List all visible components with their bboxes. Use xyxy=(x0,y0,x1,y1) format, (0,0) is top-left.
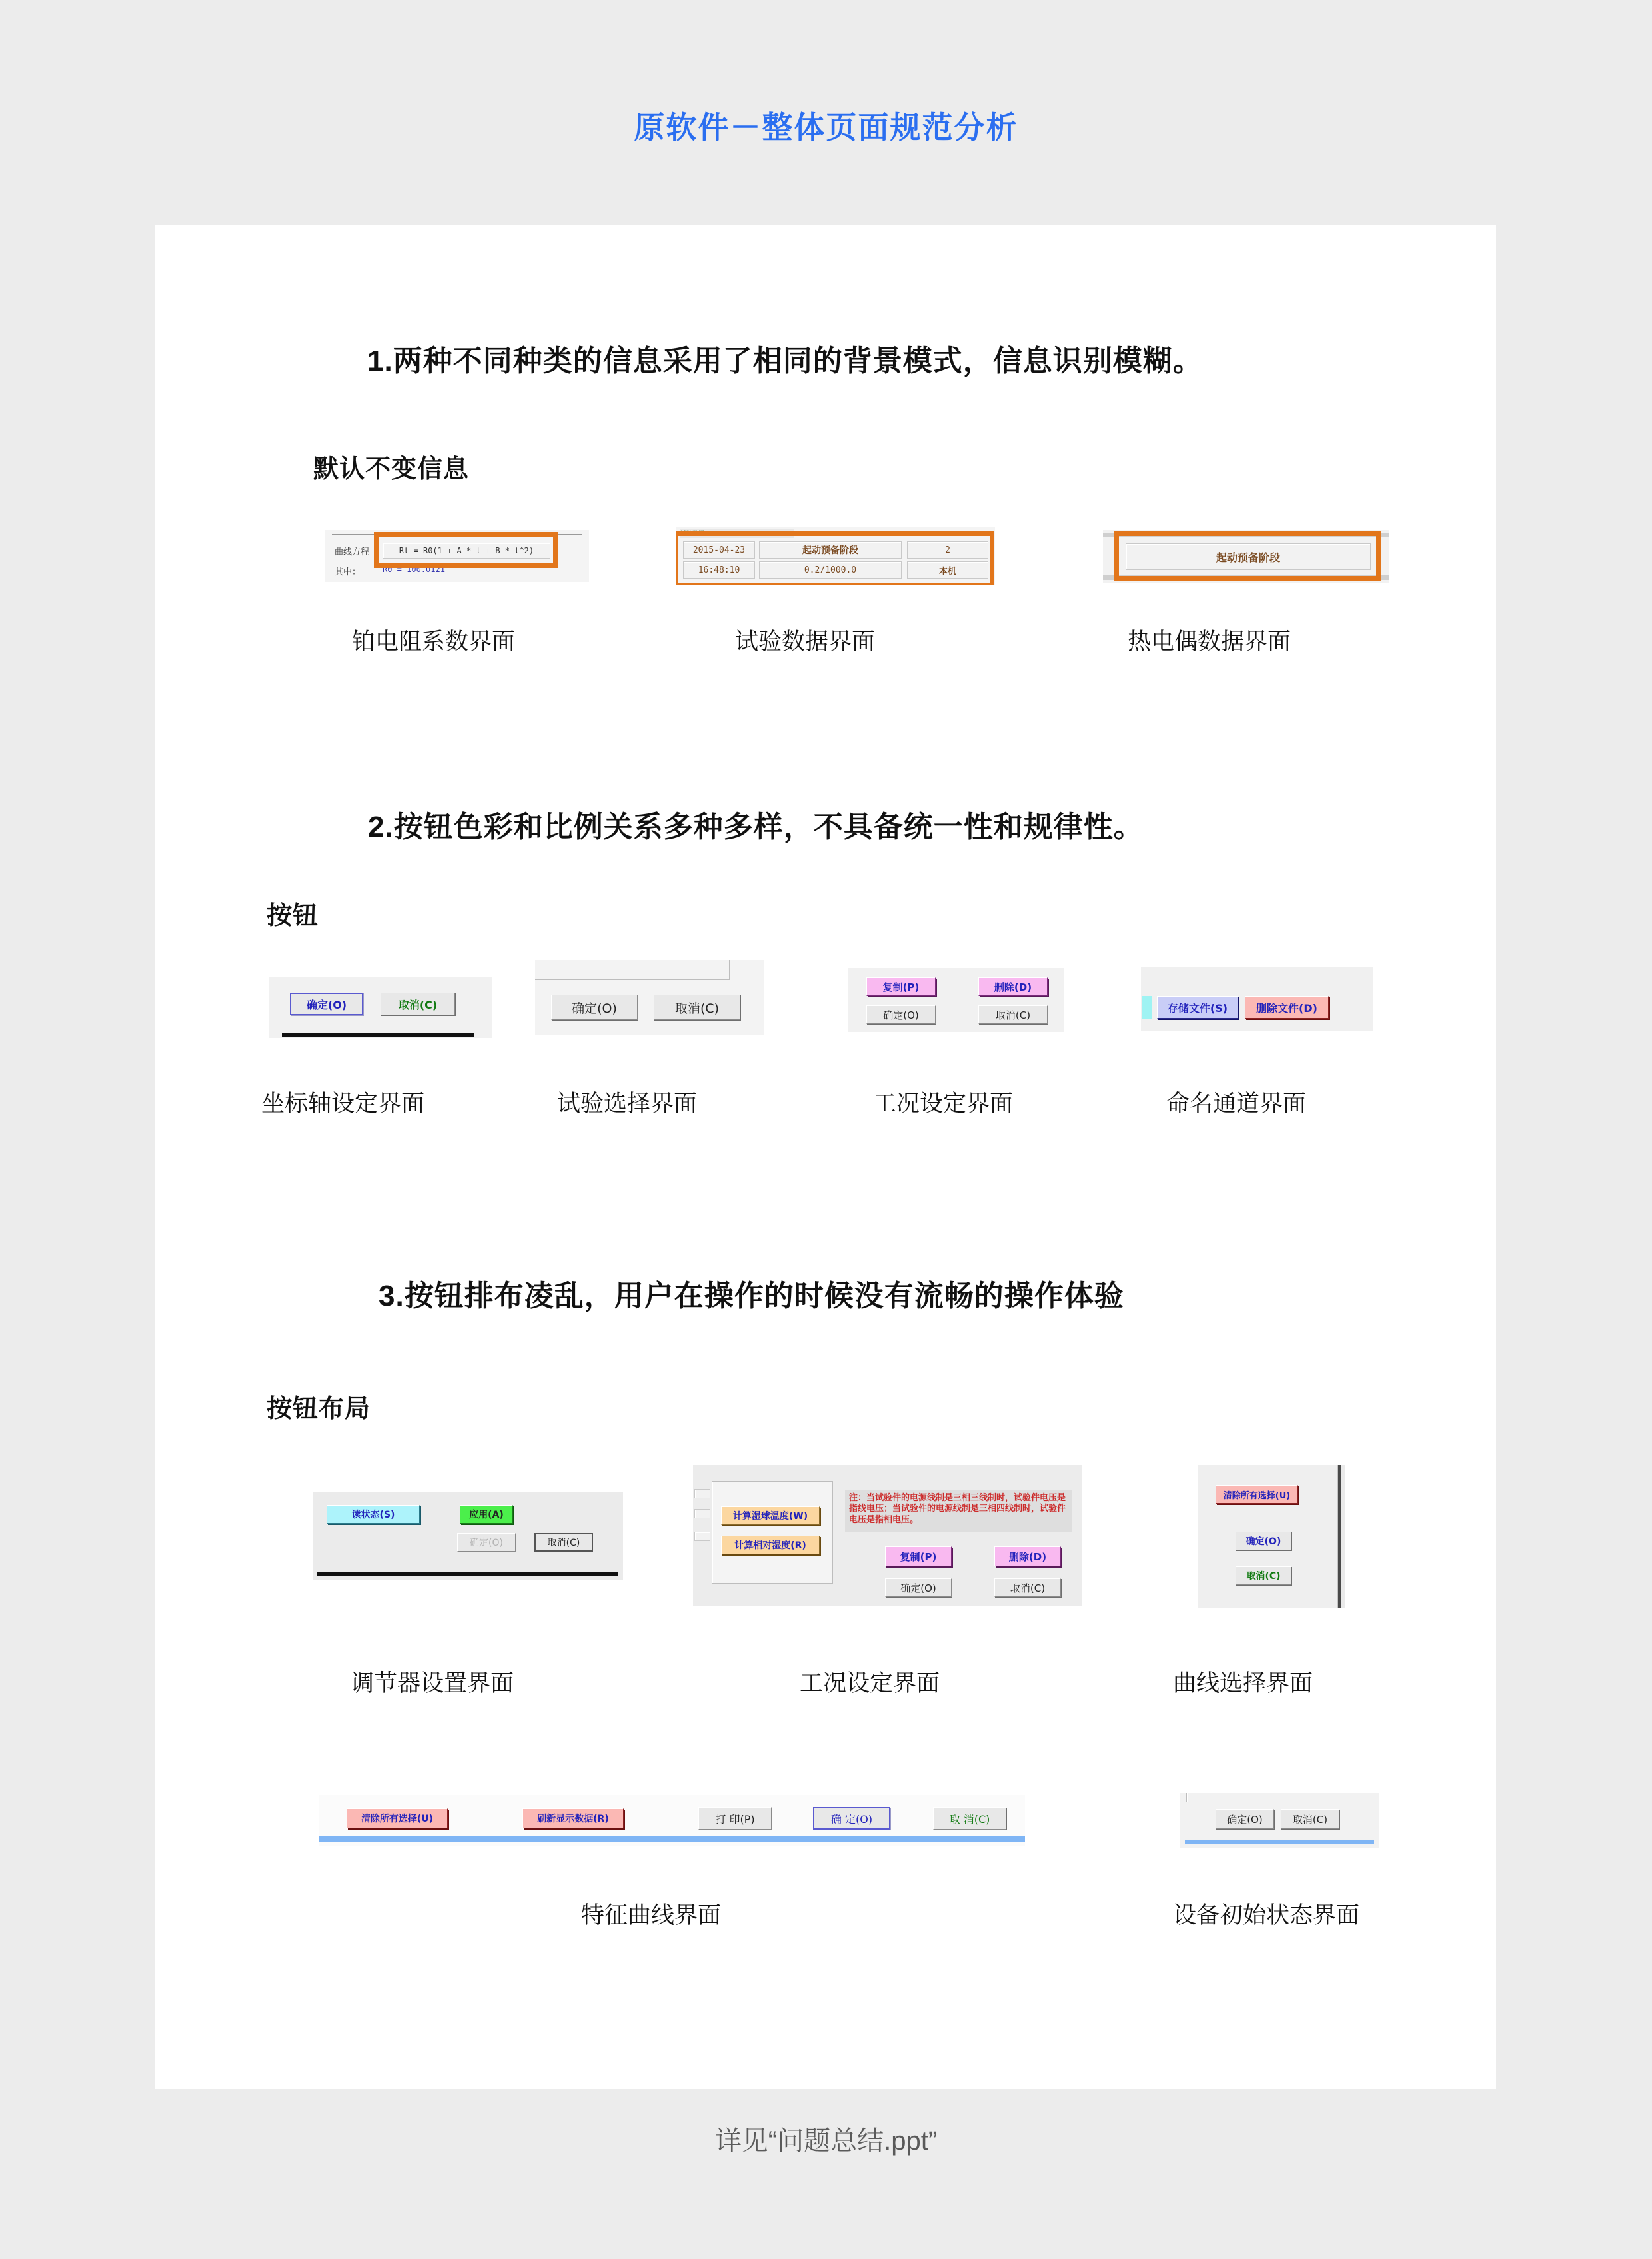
button-apply[interactable]: 应用(A) xyxy=(460,1505,513,1524)
cell-date[interactable]: 2015-04-23 xyxy=(683,541,755,559)
cell-host[interactable]: 本机 xyxy=(907,561,988,579)
cell-stage[interactable]: 起动预备阶段 xyxy=(759,541,902,559)
button-cancel-condition-2[interactable]: 取消(C) xyxy=(994,1578,1061,1597)
color-swatch-cyan xyxy=(1142,996,1152,1019)
screenshot-platinum-resistance xyxy=(325,530,589,582)
button-delete-condition-2[interactable]: 删除(D) xyxy=(994,1546,1061,1566)
button-clear-all-curve[interactable]: 清除所有选择(U) xyxy=(1216,1485,1298,1504)
button-ok-condition[interactable]: 确定(O) xyxy=(866,1005,936,1024)
field-stage-thermocouple[interactable]: 起动预备阶段 xyxy=(1126,543,1371,570)
label-curve-equation: 曲线方程 xyxy=(335,547,370,557)
button-ok-condition-2[interactable]: 确定(O) xyxy=(885,1578,952,1597)
button-clear-all-selection[interactable]: 清除所有选择(U) xyxy=(347,1808,448,1828)
button-ok-regulator[interactable]: 确定(O) xyxy=(457,1533,516,1552)
titlebar-test-data: 试验数据 F/1 F2 xyxy=(680,529,794,538)
button-cancel-condition[interactable]: 取消(C) xyxy=(978,1005,1048,1024)
note-text: 注：当试验件的电源线制是三相三线制时，试验件电压是指线电压；当试验件的电源线制是三相四线制时，试验件电压是指相电压。 xyxy=(845,1490,1072,1532)
value-r0: R0 = 100.0121 xyxy=(383,565,445,574)
section-3-heading: 3.按钮排布凌乱，用户在操作的时候没有流畅的操作体验 xyxy=(379,1280,1124,1312)
button-cancel-test-select[interactable]: 取消(C) xyxy=(654,995,740,1020)
screenshot-condition-setting xyxy=(848,968,1064,1032)
screenshot-curve-select xyxy=(1198,1465,1345,1608)
button-ok-curve[interactable]: 确定(O) xyxy=(1236,1532,1291,1550)
screenshot-regulator-setting xyxy=(313,1492,623,1580)
screenshot-test-data xyxy=(676,527,995,585)
label-where: 其中： xyxy=(335,567,361,577)
footer-note: 详见“问题总结.ppt” xyxy=(714,2126,938,2156)
caption-curve-select: 曲线选择界面 xyxy=(1173,1670,1313,1697)
caption-axis-setting: 坐标轴设定界面 xyxy=(261,1091,425,1117)
cell-time[interactable]: 16:48:10 xyxy=(683,561,755,579)
button-cancel-curve[interactable]: 取消(C) xyxy=(1236,1566,1291,1585)
section-2-subheading: 按钮 xyxy=(267,902,319,930)
caption-regulator-setting: 调节器设置界面 xyxy=(351,1670,514,1697)
caption-platinum-resistance: 铂电阻系数界面 xyxy=(352,629,516,655)
cell-ratio[interactable]: 0.2/1000.0 xyxy=(759,561,902,579)
screenshot-axis-setting xyxy=(269,977,492,1038)
screenshot-test-select xyxy=(535,960,764,1035)
button-copy-condition-2[interactable]: 复制(P) xyxy=(885,1546,952,1566)
screenshot-condition-setting-2 xyxy=(693,1465,1082,1606)
page-title: 原软件－整体页面规范分析 xyxy=(634,110,1018,145)
caption-device-initial-state: 设备初始状态界面 xyxy=(1173,1902,1360,1929)
button-delete-file[interactable]: 删除文件(D) xyxy=(1245,996,1329,1019)
button-ok-axis[interactable]: 确定(O) xyxy=(290,993,363,1015)
caption-test-data: 试验数据界面 xyxy=(735,629,876,655)
button-cancel-regulator[interactable]: 取消(C) xyxy=(534,1533,593,1552)
caption-test-select: 试验选择界面 xyxy=(557,1091,698,1117)
button-cancel-device[interactable]: 取消(C) xyxy=(1281,1809,1339,1829)
button-refresh-data[interactable]: 刷新显示数据(R) xyxy=(522,1808,624,1828)
button-calc-wetbulb[interactable]: 计算湿球温度(W) xyxy=(721,1506,820,1525)
button-ok-characteristic[interactable]: 确 定(O) xyxy=(813,1807,890,1830)
scrollbar-shadow xyxy=(1338,1465,1341,1608)
field-curve-equation[interactable]: Rt = R0(1 + A * t + B * t^2) xyxy=(383,543,550,559)
screenshot-device-initial-state xyxy=(1180,1793,1379,1848)
button-print[interactable]: 打 印(P) xyxy=(698,1807,772,1830)
button-delete-condition[interactable]: 删除(D) xyxy=(978,977,1048,996)
caption-characteristic-curve: 特征曲线界面 xyxy=(581,1902,722,1929)
button-copy-condition[interactable]: 复制(P) xyxy=(866,977,936,996)
caption-thermocouple: 热电偶数据界面 xyxy=(1128,629,1291,655)
button-calc-humidity[interactable]: 计算相对湿度(R) xyxy=(721,1536,820,1554)
caption-name-channel: 命名通道界面 xyxy=(1166,1091,1307,1117)
section-3-subheading: 按钮布局 xyxy=(267,1395,371,1423)
button-read-state[interactable]: 读状态(S) xyxy=(327,1505,420,1524)
button-ok-test-select[interactable]: 确定(O) xyxy=(551,995,638,1020)
section-2-heading: 2.按钮色彩和比例关系多种多样，不具备统一性和规律性。 xyxy=(368,811,1144,843)
button-ok-device[interactable]: 确定(O) xyxy=(1216,1809,1274,1829)
caption-condition-setting-2: 工况设定界面 xyxy=(800,1670,940,1697)
section-1-subheading: 默认不变信息 xyxy=(313,455,470,483)
screenshot-characteristic-curve xyxy=(319,1795,1025,1846)
button-save-file[interactable]: 存储文件(S) xyxy=(1157,996,1238,1019)
button-cancel-characteristic[interactable]: 取 消(C) xyxy=(933,1807,1006,1830)
screenshot-name-channel xyxy=(1141,967,1373,1031)
button-cancel-axis[interactable]: 取消(C) xyxy=(381,993,455,1015)
section-1-heading: 1.两种不同种类的信息采用了相同的背景模式，信息识别模糊。 xyxy=(367,345,1203,377)
cell-count[interactable]: 2 xyxy=(907,541,988,559)
caption-condition-setting: 工况设定界面 xyxy=(873,1091,1014,1117)
screenshot-thermocouple xyxy=(1103,530,1389,583)
